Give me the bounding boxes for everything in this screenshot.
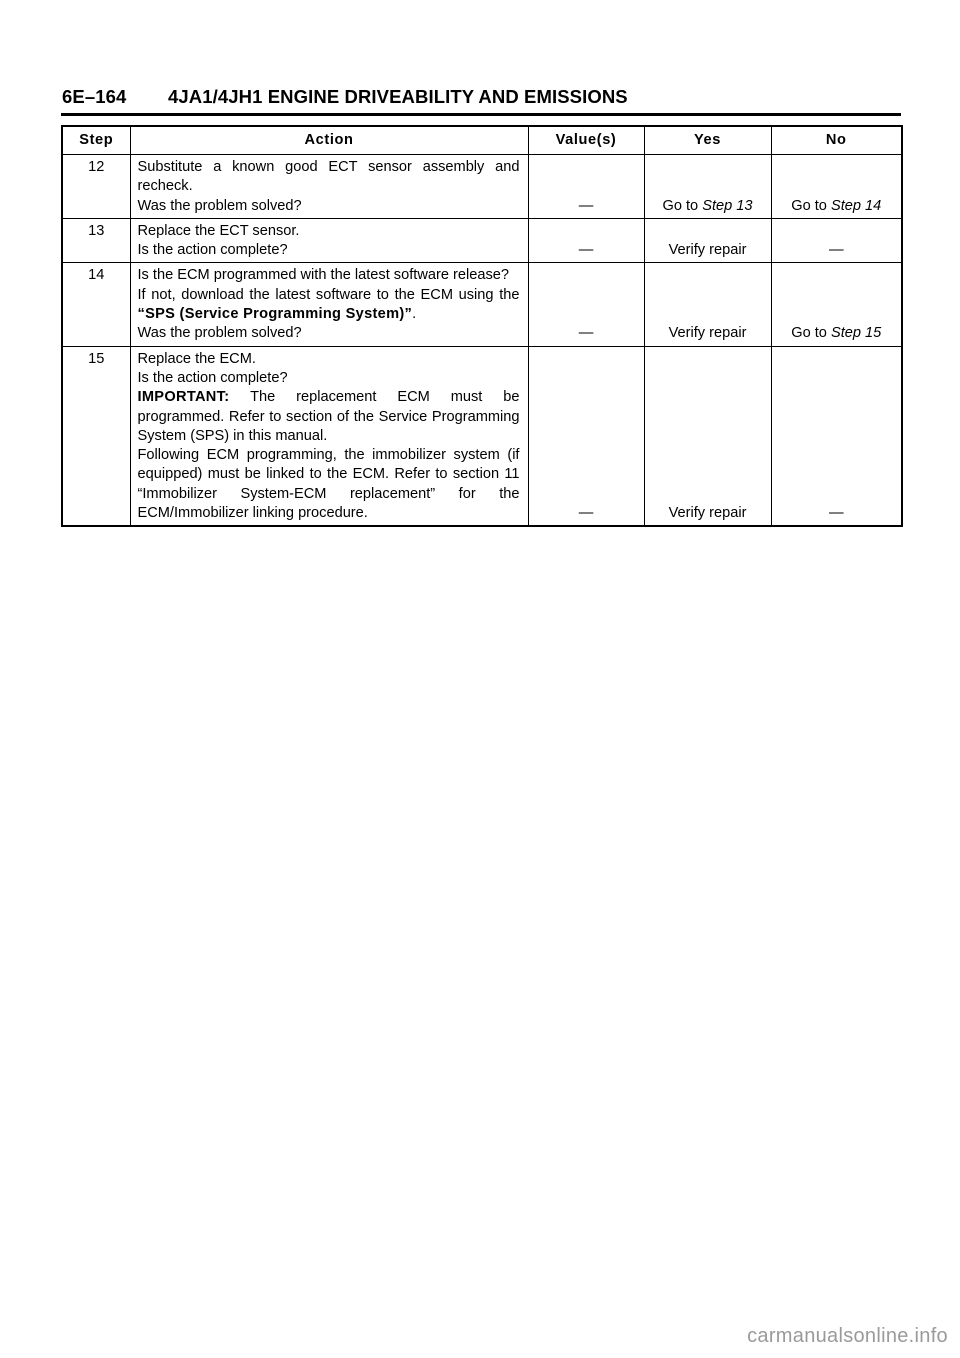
values-cell: — [528, 346, 644, 526]
values-cell: — [528, 263, 644, 346]
values-cell: — [528, 155, 644, 219]
yes-prefix: Go to [662, 197, 703, 214]
action-cell [130, 218, 528, 263]
sps-reference: “SPS (Service Programming System)” [137, 306, 413, 323]
action-question: Is the action complete? [137, 369, 288, 386]
no-cell: — [771, 218, 902, 263]
important-label: IMPORTANT: [137, 389, 230, 406]
action-text: Replace the ECT sensor. [137, 222, 300, 239]
yes-step-reference: Step 13 [702, 197, 753, 214]
no-step-reference: Step 15 [830, 325, 882, 342]
action-cell [130, 263, 528, 346]
no-cell [771, 263, 902, 346]
table-row [62, 263, 902, 346]
no-step-reference: Step 14 [830, 197, 882, 214]
important-note [138, 388, 520, 446]
yes-cell: Verify repair [644, 346, 771, 526]
no-cell [771, 155, 902, 219]
action-text: Replace the ECM. [137, 350, 256, 367]
yes-cell: Verify repair [644, 263, 771, 346]
no-prefix: Go to [791, 325, 831, 342]
table-row [62, 155, 902, 219]
page-number: 6E–164 [62, 86, 127, 107]
column-header-yes: Yes [644, 126, 771, 155]
yes-cell [644, 155, 771, 219]
step-number: 13 [62, 218, 130, 263]
diagnostic-table [61, 125, 903, 527]
column-header-action: Action [130, 126, 528, 155]
action-cell [130, 155, 528, 219]
section-title: 4JA1/4JH1 ENGINE DRIVEABILITY AND EMISSIONS [168, 86, 628, 107]
important-text: The replacement ECM must be programmed. Refer to section of the Service Programming System (SPS) in this manual. [137, 389, 520, 444]
immobilizer-note: Following ECM programming, the immobilizer system (if equipped) must be linked to the ECM. Refer to section 11 “Immobilizer System-ECM replacement” for the ECM/Immobilizer linking procedure. [137, 447, 520, 522]
column-header-no: No [771, 126, 902, 155]
action-text: Is the ECM programmed with the latest software release? [137, 267, 509, 284]
action-instruction-end: . [412, 306, 417, 323]
values-cell: — [528, 218, 644, 263]
header-rule [61, 113, 901, 116]
action-instruction-text: If not, download the latest software to the ECM using the [137, 286, 520, 303]
watermark: carmanualsonline.info [747, 1325, 948, 1347]
action-cell [130, 346, 528, 526]
no-cell: — [771, 346, 902, 526]
action-question: Is the action complete? [137, 242, 288, 259]
step-number: 15 [62, 346, 130, 526]
action-question: Was the problem solved? [137, 197, 302, 214]
yes-cell: Verify repair [644, 218, 771, 263]
no-prefix: Go to [791, 197, 831, 214]
table-row [62, 346, 902, 526]
action-question: Was the problem solved? [137, 325, 302, 342]
step-number: 14 [62, 263, 130, 346]
column-header-values: Value(s) [528, 126, 644, 155]
table-row [62, 218, 902, 263]
table-header-row [62, 126, 902, 155]
step-number: 12 [62, 155, 130, 219]
page-header [62, 86, 900, 108]
action-instruction [138, 286, 520, 325]
action-text: Substitute a known good ECT sensor assembly and recheck. [137, 159, 520, 195]
column-header-step: Step [62, 126, 130, 155]
